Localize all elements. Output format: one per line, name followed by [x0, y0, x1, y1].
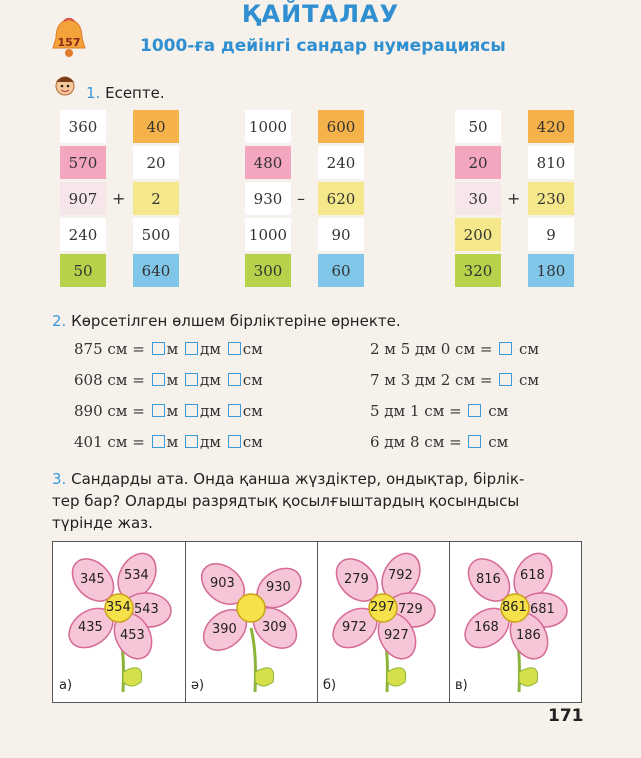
ex1-group-2-left-cell: 1000	[245, 218, 291, 251]
unit-label: см	[488, 402, 509, 420]
ex1-group-2-left-cell: 480	[245, 146, 291, 179]
exercise-3-line-1: Сандарды ата. Онда қанша жүздіктер, ондықтар, бірлік-	[71, 470, 525, 488]
answer-box[interactable]	[228, 404, 241, 417]
ex2-expression: 7 м 3 дм 2 см =	[370, 371, 493, 389]
answer-box[interactable]	[228, 435, 241, 448]
petal-number: 681	[530, 602, 555, 617]
flower-panel	[185, 542, 318, 702]
answer-box[interactable]	[468, 435, 481, 448]
page-number: 171	[548, 706, 584, 726]
ex1-group-3-right-cell: 230	[528, 182, 574, 215]
petal-number: 927	[384, 628, 409, 643]
answer-box[interactable]	[185, 373, 198, 386]
exercise-2-label: Көрсетілген өлшем бірліктеріне өрнекте.	[71, 312, 401, 330]
petal-number: 168	[474, 620, 499, 635]
ex2-left-row	[74, 371, 263, 389]
ex1-group-2-left-cell: 930	[245, 182, 291, 215]
flower-panel-label: ә)	[191, 678, 205, 693]
unit-label: см	[242, 433, 263, 451]
answer-box[interactable]	[185, 342, 198, 355]
answer-box[interactable]	[185, 404, 198, 417]
unit-label: дм	[200, 433, 221, 451]
unit-label: см	[242, 340, 263, 358]
flower-panel	[53, 542, 186, 702]
petal-number: 345	[80, 572, 105, 587]
ex1-group-1-right-cell: 40	[133, 110, 179, 143]
ex1-group-3-right-cell: 180	[528, 254, 574, 287]
answer-box[interactable]	[468, 404, 481, 417]
ex2-expression: 5 дм 1 см =	[370, 402, 462, 420]
petal-number: 390	[212, 622, 237, 637]
exercise-1-heading	[86, 84, 165, 102]
petal-number: 903	[210, 576, 235, 591]
ex1-group-1-right-cell: 500	[133, 218, 179, 251]
unit-label: м	[166, 371, 179, 389]
petal-number: 618	[520, 568, 545, 583]
ex1-group-1-left-cell: 360	[60, 110, 106, 143]
ex1-group-1-left-cell: 50	[60, 254, 106, 287]
exercise-3-line-3: түрінде жаз.	[52, 514, 153, 532]
petal-number: 816	[476, 572, 501, 587]
ex2-left-row	[74, 340, 263, 358]
flower-panel-label: а)	[59, 678, 73, 693]
petal-number: 972	[342, 620, 367, 635]
ex1-group-2-right-cell: 90	[318, 218, 364, 251]
ex2-expression: 401 см =	[74, 433, 145, 451]
ex1-group-1-right-cell: 2	[133, 182, 179, 215]
exercise-3-text	[52, 468, 592, 534]
unit-label: дм	[200, 340, 221, 358]
exercise-1-number: 1.	[86, 84, 101, 102]
ex1-group-1-operator: +	[112, 189, 126, 208]
petal-number: 543	[134, 602, 159, 617]
unit-label: дм	[200, 402, 221, 420]
flower-icon	[53, 542, 185, 702]
exercise-3-number: 3.	[52, 470, 67, 488]
flower-center-number: 297	[370, 600, 395, 615]
unit-label: м	[166, 340, 179, 358]
ex1-group-2-right-cell: 60	[318, 254, 364, 287]
ex2-right-row	[370, 371, 539, 389]
unit-label: см	[242, 371, 263, 389]
unit-label: м	[166, 433, 179, 451]
answer-box[interactable]	[499, 373, 512, 386]
ex1-group-1-left-cell: 570	[60, 146, 106, 179]
unit-label: см	[488, 433, 509, 451]
answer-box[interactable]	[152, 373, 165, 386]
ex1-group-2-operator: –	[297, 189, 305, 208]
page-title: ҚАЙТАЛАУ	[241, 0, 400, 28]
ex2-expression: 890 см =	[74, 402, 145, 420]
ex1-group-3-operator: +	[507, 189, 521, 208]
answer-box[interactable]	[185, 435, 198, 448]
petal-number: 279	[344, 572, 369, 587]
petal-number: 792	[388, 568, 413, 583]
petal-number: 930	[266, 580, 291, 595]
flower-panels	[52, 541, 582, 703]
flower-icon	[317, 542, 449, 702]
answer-box[interactable]	[152, 342, 165, 355]
ex1-group-2-right-cell: 600	[318, 110, 364, 143]
answer-box[interactable]	[228, 342, 241, 355]
ex2-left-row	[74, 433, 263, 451]
ex2-expression: 6 дм 8 см =	[370, 433, 462, 451]
answer-box[interactable]	[152, 435, 165, 448]
answer-box[interactable]	[152, 404, 165, 417]
lesson-number: 157	[57, 36, 81, 49]
petal-number: 309	[262, 620, 287, 635]
petal-number: 453	[120, 628, 145, 643]
ex2-right-row	[370, 402, 508, 420]
ex1-group-3-left-cell: 30	[455, 182, 501, 215]
exercise-2-heading	[52, 312, 401, 330]
ex1-group-3-left-cell: 50	[455, 110, 501, 143]
answer-box[interactable]	[499, 342, 512, 355]
ex2-expression: 875 см =	[74, 340, 145, 358]
ex1-group-2-right-cell: 240	[318, 146, 364, 179]
child-face-icon	[52, 72, 78, 98]
flower-panel	[317, 542, 450, 702]
unit-label: см	[519, 340, 540, 358]
flower-panel-label: в)	[455, 678, 468, 693]
petal-number: 186	[516, 628, 541, 643]
ex1-group-3-left-cell: 200	[455, 218, 501, 251]
ex1-group-1-right-cell: 20	[133, 146, 179, 179]
flower-icon	[185, 542, 317, 702]
answer-box[interactable]	[228, 373, 241, 386]
ex2-right-row	[370, 433, 508, 451]
ex2-left-row	[74, 402, 263, 420]
ex1-group-2-left-cell: 1000	[245, 110, 291, 143]
ex1-group-1-right-cell: 640	[133, 254, 179, 287]
exercise-1-label: Есепте.	[105, 84, 165, 102]
ex1-group-3-left-cell: 20	[455, 146, 501, 179]
ex1-group-2-right-cell: 620	[318, 182, 364, 215]
ex1-group-3-right-cell: 420	[528, 110, 574, 143]
unit-label: м	[166, 402, 179, 420]
ex2-right-row	[370, 340, 539, 358]
ex2-expression: 2 м 5 дм 0 см =	[370, 340, 493, 358]
flower-center-number: 861	[502, 600, 527, 615]
petal-number: 534	[124, 568, 149, 583]
exercise-2-number: 2.	[52, 312, 67, 330]
unit-label: дм	[200, 371, 221, 389]
ex1-group-3-right-cell: 810	[528, 146, 574, 179]
ex1-group-2-left-cell: 300	[245, 254, 291, 287]
unit-label: см	[519, 371, 540, 389]
ex1-group-3-left-cell: 320	[455, 254, 501, 287]
exercise-3-line-2: тер бар? Оларды разрядтық қосылғыштардың қосындысы	[52, 492, 520, 510]
flower-icon	[449, 542, 581, 702]
petal-number: 435	[78, 620, 103, 635]
ex1-group-3-right-cell: 9	[528, 218, 574, 251]
ex1-group-1-left-cell: 240	[60, 218, 106, 251]
page-subtitle: 1000-ға дейінгі сандар нумерациясы	[140, 36, 506, 56]
flower-center-number: 354	[106, 600, 131, 615]
flower-panel-label: б)	[323, 678, 337, 693]
petal-number: 729	[398, 602, 423, 617]
ex2-expression: 608 см =	[74, 371, 145, 389]
ex1-group-1-left-cell: 907	[60, 182, 106, 215]
flower-panel	[449, 542, 581, 702]
unit-label: см	[242, 402, 263, 420]
